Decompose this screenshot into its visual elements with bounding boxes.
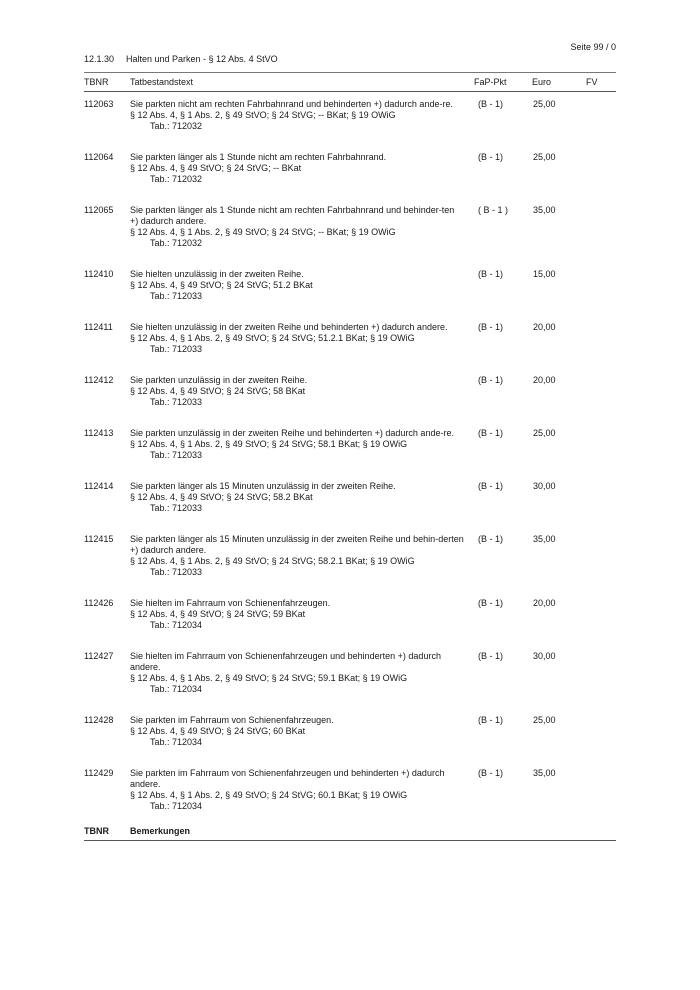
euro-amount-cell: 30,00 [533,481,556,491]
legal-reference: § 12 Abs. 4, § 49 StVO; § 24 StVG; -- BKat [130,163,302,173]
offense-text: Sie hielten im Fahrraum von Schienenfahrzeugen und behinderten +) dadurch andere. [130,651,441,672]
tbnr-cell: 112065 [84,205,114,215]
tab-reference: Tab.: 712033 [150,503,203,513]
table-row [84,534,616,578]
section-number: 12.1.30 [84,54,115,64]
table-row [84,152,616,185]
fap-points-cell: (B - 1) [478,322,504,332]
tab-reference: Tab.: 712034 [150,737,203,747]
tbnr-cell: 112064 [84,152,114,162]
column-header-tbnr: TBNR [84,77,109,87]
offense-text: Sie parkten im Fahrraum von Schienenfahrzeugen und behinderten +) dadurch andere. [130,768,445,789]
table-row [84,651,616,695]
tab-reference: Tab.: 712034 [150,684,203,694]
legal-reference: § 12 Abs. 4, § 1 Abs. 2, § 49 StVO; § 24 StVG; -- BKat; § 19 OWiG [130,110,396,120]
euro-amount-cell: 20,00 [533,322,556,332]
offense-text: Sie parkten unzulässig in der zweiten Reihe. [130,375,308,385]
euro-amount-cell: 35,00 [533,534,556,544]
table-row [84,269,616,302]
tbnr-cell: 112426 [84,598,114,608]
section-heading [84,54,278,64]
remarks-label: Bemerkungen [130,826,191,836]
table-row [84,205,616,249]
column-header-euro: Euro [532,77,552,87]
offense-text: Sie parkten im Fahrraum von Schienenfahrzeugen. [130,715,334,725]
tbnr-cell: 112415 [84,534,114,544]
table-row [84,99,616,132]
legal-reference: § 12 Abs. 4, § 1 Abs. 2, § 49 StVO; § 24 StVG; -- BKat; § 19 OWiG [130,227,396,237]
legal-reference: § 12 Abs. 4, § 49 StVO; § 24 StVG; 51.2 BKat [130,280,313,290]
tab-reference: Tab.: 712034 [150,620,203,630]
legal-reference: § 12 Abs. 4, § 1 Abs. 2, § 49 StVO; § 24 StVG; 59.1 BKat; § 19 OWiG [130,673,408,683]
table-row [84,715,616,748]
tbnr-cell: 112414 [84,481,114,491]
legal-reference: § 12 Abs. 4, § 49 StVO; § 24 StVG; 60 BKat [130,726,306,736]
euro-amount-cell: 25,00 [533,152,556,162]
section-title: Halten und Parken - § 12 Abs. 4 StVO [126,54,278,64]
offense-text: Sie hielten unzulässig in der zweiten Reihe. [130,269,304,279]
fap-points-cell: (B - 1) [478,481,504,491]
tab-reference: Tab.: 712033 [150,397,203,407]
tbnr-cell: 112412 [84,375,114,385]
tab-reference: Tab.: 712033 [150,291,203,301]
tbnr-cell: 112413 [84,428,114,438]
table-row [84,768,616,812]
fap-points-cell: (B - 1) [478,598,504,608]
euro-amount-cell: 15,00 [533,269,556,279]
remarks-tbnr-label: TBNR [84,826,109,836]
tbnr-cell: 112429 [84,768,114,778]
tbnr-cell: 112427 [84,651,114,661]
legal-reference: § 12 Abs. 4, § 1 Abs. 2, § 49 StVO; § 24 StVG; 58.2.1 BKat; § 19 OWiG [130,556,415,566]
euro-amount-cell: 30,00 [533,651,556,661]
tbnr-cell: 112428 [84,715,114,725]
tab-reference: Tab.: 712032 [150,238,203,248]
offense-table-body [84,99,616,832]
offense-text: Sie parkten länger als 1 Stunde nicht am rechten Fahrbahnrand. [130,152,387,162]
legal-reference: § 12 Abs. 4, § 49 StVO; § 24 StVG; 58.2 BKat [130,492,313,502]
fap-points-cell: (B - 1) [478,715,504,725]
euro-amount-cell: 25,00 [533,99,556,109]
offense-text: Sie parkten länger als 15 Minuten unzulässig in der zweiten Reihe und behin-derten +) dadurch andere. [130,534,464,555]
tab-reference: Tab.: 712033 [150,450,203,460]
table-row [84,598,616,631]
fap-points-cell: ( B - 1 ) [478,205,509,215]
legal-reference: § 12 Abs. 4, § 1 Abs. 2, § 49 StVO; § 24 StVG; 58.1 BKat; § 19 OWiG [130,439,408,449]
offense-text: Sie parkten nicht am rechten Fahrbahnrand und behinderten +) dadurch ande-re. [130,99,453,109]
fap-points-cell: (B - 1) [478,269,504,279]
fap-points-cell: (B - 1) [478,428,504,438]
column-header-text: Tatbestandstext [130,77,194,87]
legal-reference: § 12 Abs. 4, § 1 Abs. 2, § 49 StVO; § 24 StVG; 51.2.1 BKat; § 19 OWiG [130,333,415,343]
table-header [84,72,616,92]
legal-reference: § 12 Abs. 4, § 49 StVO; § 24 StVG; 58 BKat [130,386,306,396]
euro-amount-cell: 20,00 [533,375,556,385]
tbnr-cell: 112063 [84,99,114,109]
remarks-header [84,826,616,841]
table-row [84,481,616,514]
tbnr-cell: 112411 [84,322,113,332]
tbnr-cell: 112410 [84,269,114,279]
tab-reference: Tab.: 712033 [150,567,203,577]
euro-amount-cell: 20,00 [533,598,556,608]
fap-points-cell: (B - 1) [478,152,504,162]
table-row [84,428,616,461]
fap-points-cell: (B - 1) [478,768,504,778]
fap-points-cell: (B - 1) [478,375,504,385]
offense-text: Sie parkten länger als 1 Stunde nicht am rechten Fahrbahnrand und behinder-ten +) dadurch andere. [130,205,455,226]
column-header-fap: FaP-Pkt [474,77,507,87]
offense-text: Sie hielten im Fahrraum von Schienenfahrzeugen. [130,598,331,608]
legal-reference: § 12 Abs. 4, § 1 Abs. 2, § 49 StVO; § 24 StVG; 60.1 BKat; § 19 OWiG [130,790,408,800]
euro-amount-cell: 35,00 [533,768,556,778]
fap-points-cell: (B - 1) [478,99,504,109]
offense-text: Sie hielten unzulässig in der zweiten Reihe und behinderten +) dadurch andere. [130,322,448,332]
offense-text: Sie parkten unzulässig in der zweiten Reihe und behinderten +) dadurch ande-re. [130,428,454,438]
tab-reference: Tab.: 712032 [150,174,203,184]
legal-reference: § 12 Abs. 4, § 49 StVO; § 24 StVG; 59 BKat [130,609,306,619]
tab-reference: Tab.: 712033 [150,344,203,354]
tab-reference: Tab.: 712034 [150,801,203,811]
euro-amount-cell: 25,00 [533,428,556,438]
euro-amount-cell: 35,00 [533,205,556,215]
table-row [84,375,616,408]
fap-points-cell: (B - 1) [478,534,504,544]
fap-points-cell: (B - 1) [478,651,504,661]
table-row [84,322,616,355]
euro-amount-cell: 25,00 [533,715,556,725]
tab-reference: Tab.: 712032 [150,121,203,131]
offense-text: Sie parkten länger als 15 Minuten unzulässig in der zweiten Reihe. [130,481,396,491]
page-number: Seite 99 / 0 [570,42,616,52]
column-header-fv: FV [586,77,598,87]
